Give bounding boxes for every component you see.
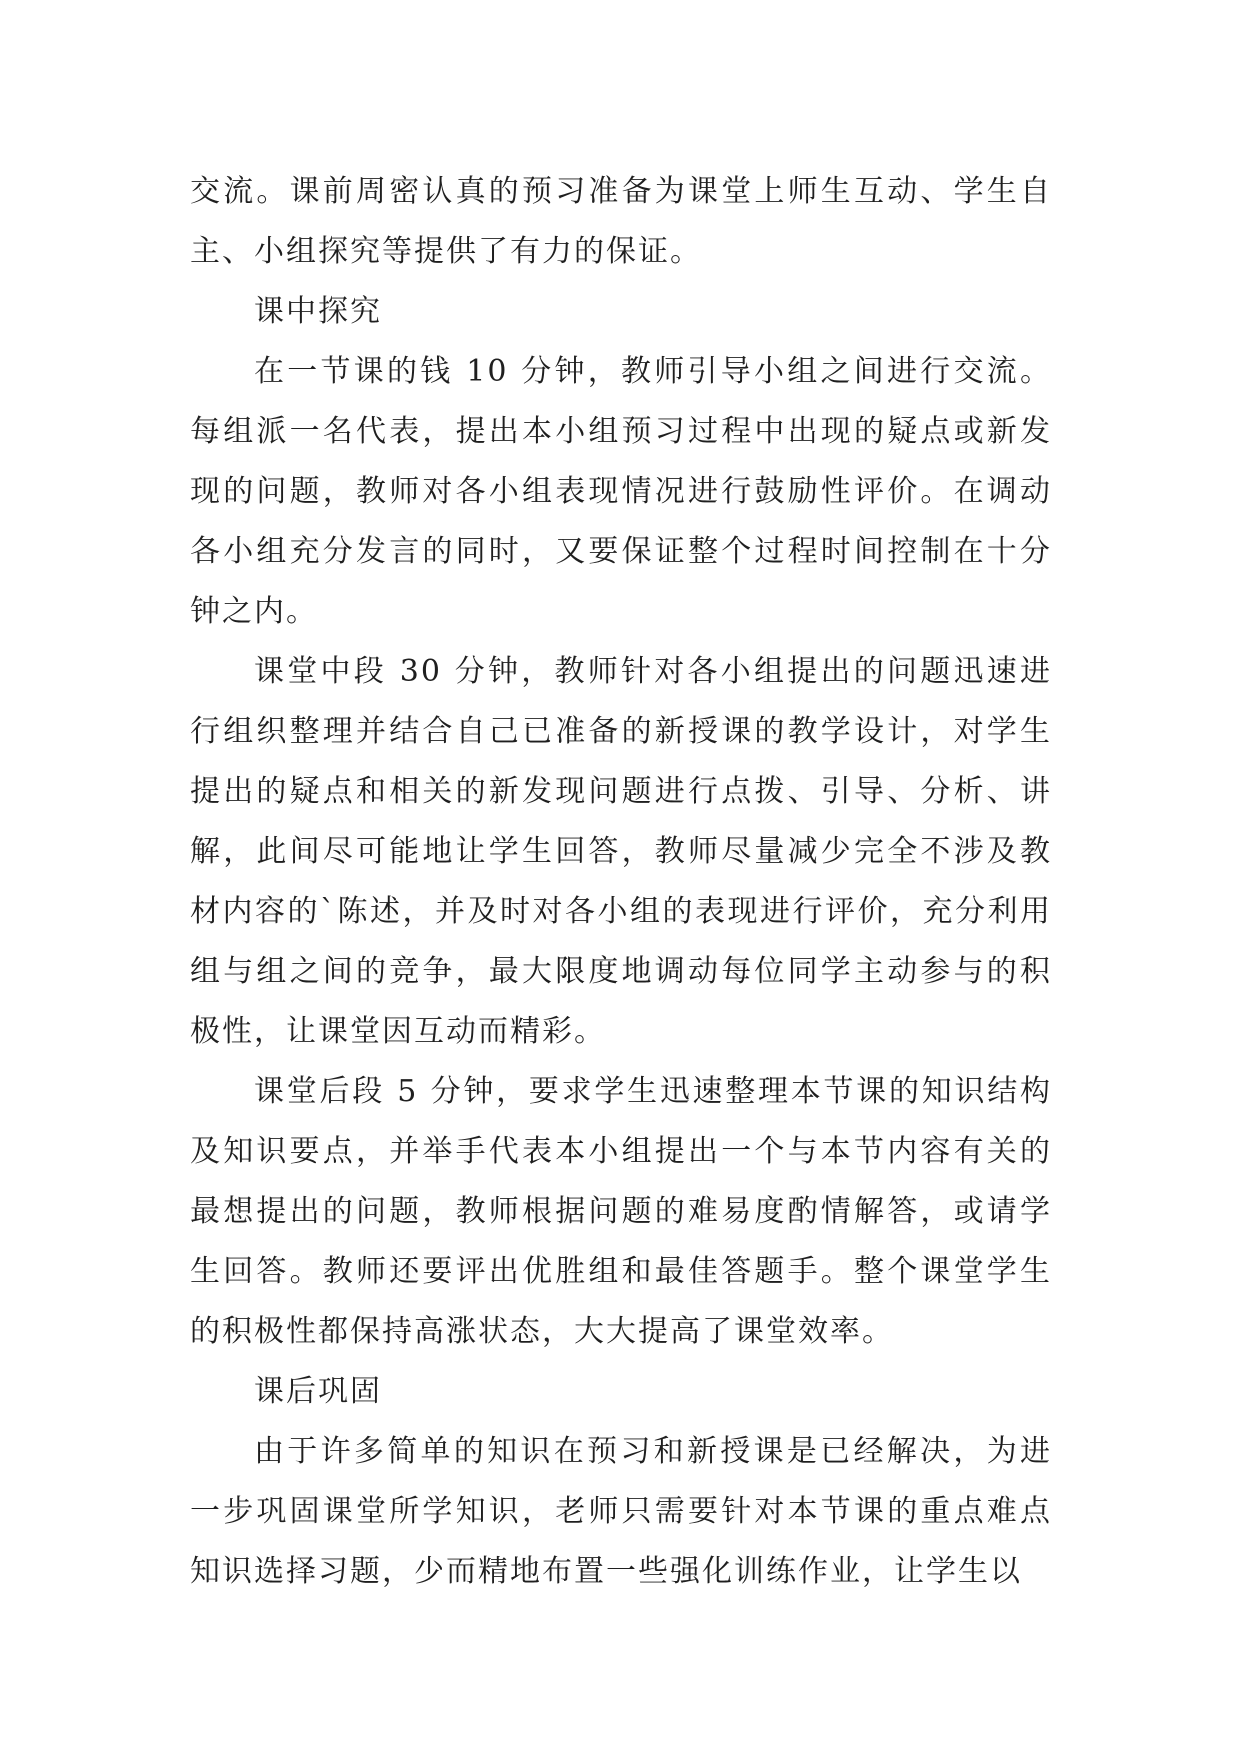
- paragraph-middle-30-minutes: 课堂中段 30 分钟，教师针对各小组提出的问题迅速进行组织整理并结合自己已准备的新授课的教学设计，对学生提出的疑点和相关的新发现问题进行点拨、引导、分析、讲解，此间尽可能地让学生回答，教师尽量减少完全不涉及教材内容的`陈述，并及时对各小组的表现进行评价，充分利用组与组之间的竞争，最大限度地调动每位同学主动参与的积极性，让课堂因互动而精彩。: [190, 654, 1052, 1049]
- document-body: [190, 162, 1052, 1602]
- section-heading-in-class-inquiry: 课中探究: [254, 294, 382, 329]
- section-heading-after-class-consolidation: 课后巩固: [254, 1374, 382, 1409]
- paragraph-first-10-minutes: 在一节课的钱 10 分钟，教师引导小组之间进行交流。每组派一名代表，提出本小组预习过程中出现的疑点或新发现的问题，教师对各小组表现情况进行鼓励性评价。在调动各小组充分发言的同时，又要保证整个过程时间控制在十分钟之内。: [190, 354, 1052, 629]
- paragraph-last-5-minutes: 课堂后段 5 分钟，要求学生迅速整理本节课的知识结构及知识要点，并举手代表本小组提出一个与本节内容有关的最想提出的问题，教师根据问题的难易度酌情解答，或请学生回答。教师还要评出优胜组和最佳答题手。整个课堂学生的积极性都保持高涨状态，大大提高了课堂效率。: [190, 1074, 1052, 1349]
- paragraph-after-class: 由于许多简单的知识在预习和新授课是已经解决，为进一步巩固课堂所学知识，老师只需要针对本节课的重点难点知识选择习题，少而精地布置一些强化训练作业，让学生以: [190, 1434, 1052, 1589]
- paragraph-continuation: 交流。课前周密认真的预习准备为课堂上师生互动、学生自主、小组探究等提供了有力的保证。: [190, 174, 1052, 269]
